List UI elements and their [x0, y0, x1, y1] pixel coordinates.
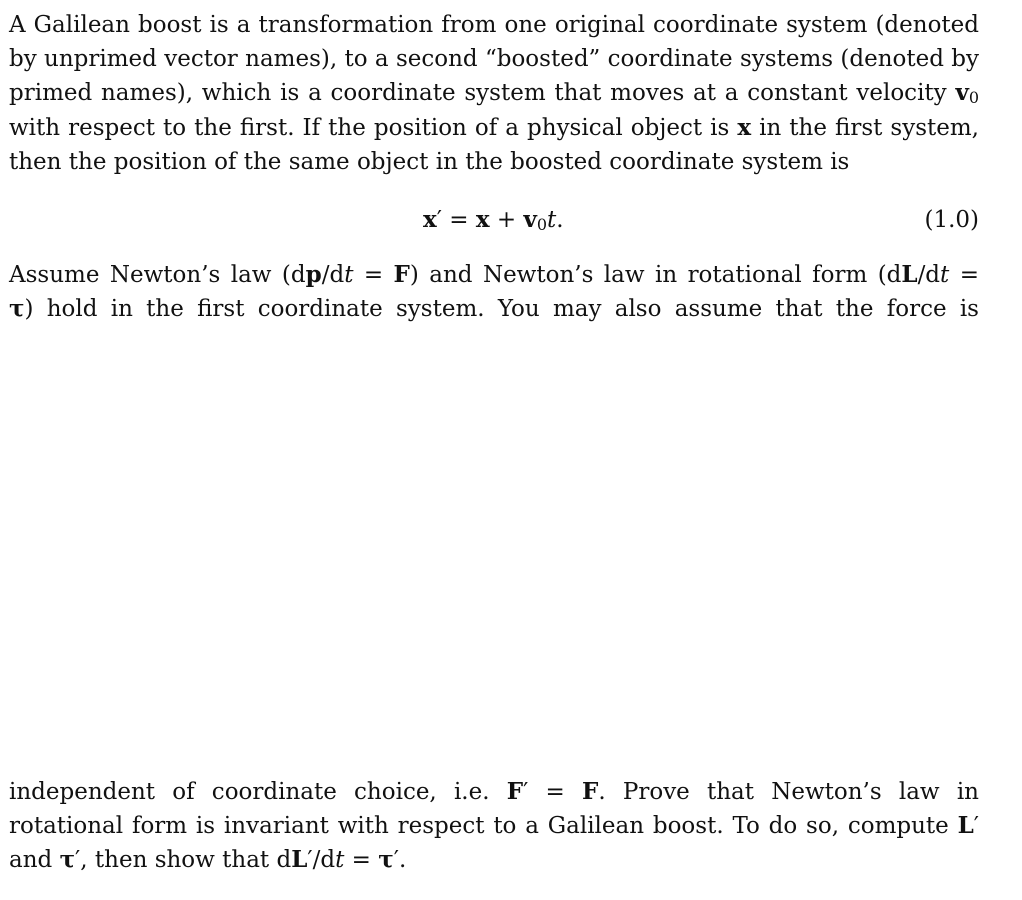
text-line — [9, 775, 979, 809]
text-line — [9, 42, 979, 76]
text-line — [9, 145, 979, 179]
force-symbol: F — [582, 778, 599, 805]
text-run: . Prove that Newton’s law in — [598, 779, 979, 805]
paragraph-intro — [9, 8, 979, 179]
text-run: A Galilean boost is a transformation from one original coordinate system (denoted — [9, 12, 979, 38]
text-run: and — [9, 847, 60, 874]
position-symbol: x — [737, 113, 752, 141]
eq-lhs-x: x — [423, 206, 437, 233]
time-symbol: t — [335, 847, 345, 874]
equation-1 — [9, 202, 979, 238]
paragraph-task — [9, 775, 979, 878]
text-run: primed names), which is a coordinate system that moves at a constant velocity — [9, 80, 956, 107]
torque-symbol: τ — [9, 295, 25, 323]
text-line — [9, 8, 979, 42]
eq-prime: ′ — [436, 207, 442, 233]
eq-equals: = — [441, 207, 476, 233]
velocity-subscript: 0 — [968, 88, 979, 108]
text-run: = — [353, 262, 394, 288]
angular-momentum-symbol: L — [901, 261, 918, 288]
momentum-symbol: p — [305, 261, 322, 288]
eq-x: x — [475, 206, 490, 233]
text-run: rotational form is invariant with respect to a Galilean boost. To do so, compute — [9, 813, 958, 840]
blank-region — [0, 340, 1022, 760]
force-symbol: F — [393, 261, 410, 288]
eq-v: v — [523, 206, 537, 233]
text-run: then the position of the same object in the boosted coordinate system is — [9, 148, 850, 175]
text-line — [9, 292, 979, 326]
eq-plus: + — [489, 207, 524, 233]
prime-mark: ′ — [307, 847, 313, 874]
text-line — [9, 111, 979, 145]
equation-number: (1.0) — [924, 207, 979, 233]
text-run: /d — [312, 847, 336, 874]
text-line — [9, 809, 979, 843]
text-run: /d — [321, 262, 345, 288]
force-prime-symbol: F — [506, 778, 524, 805]
time-symbol: t — [344, 262, 354, 288]
eq-period: . — [556, 207, 564, 233]
prime-mark: ′ — [523, 779, 529, 805]
time-symbol: t — [940, 262, 950, 288]
text-run: . — [398, 847, 407, 874]
eq-t: t — [547, 207, 557, 233]
prime-mark: ′ — [75, 847, 81, 874]
text-run: = — [344, 847, 379, 874]
eq-v-subscript: 0 — [536, 215, 548, 234]
text-run: ) hold in the first coordinate system. You may also assume that the force is — [24, 296, 979, 323]
text-run: in the first system, — [751, 114, 979, 141]
text-run: by unprimed vector names), to a second “boosted” coordinate systems (denoted by — [9, 46, 979, 73]
text-run: ) and Newton’s law in rotational form (d — [409, 262, 902, 288]
text-run: Assume Newton’s law (d — [9, 262, 306, 288]
text-line — [9, 843, 979, 877]
paragraph-assumption — [9, 258, 979, 326]
prime-mark: ′ — [973, 813, 979, 840]
text-run: independent of coordinate choice, i.e. — [9, 779, 507, 805]
text-run: /d — [917, 262, 941, 288]
torque-prime-symbol: τ — [59, 846, 76, 874]
text-run: = — [528, 779, 583, 805]
text-run: with respect to the first. If the position of a physical object is — [9, 114, 738, 141]
text-run: = — [949, 262, 979, 288]
prime-mark: ′ — [393, 847, 399, 874]
angular-momentum-prime-symbol: L — [291, 846, 308, 874]
text-line — [9, 76, 979, 110]
text-line — [9, 258, 979, 292]
text-run: , then show that d — [80, 847, 292, 874]
angular-momentum-prime-symbol: L — [957, 812, 974, 840]
equation-body — [423, 202, 564, 238]
velocity-symbol: v — [955, 79, 969, 107]
torque-prime-symbol: τ — [378, 846, 394, 874]
